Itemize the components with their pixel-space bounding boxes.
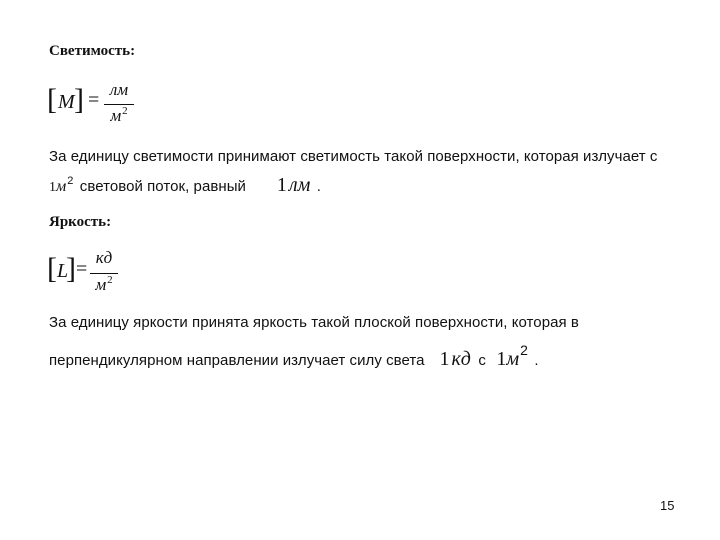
fraction-bar — [90, 273, 118, 274]
fraction-numerator: лм — [109, 80, 129, 99]
paragraph-yarkost-line2 — [49, 342, 539, 371]
bracket-close: ] — [74, 83, 84, 116]
fraction-lm-per-m2 — [104, 80, 134, 132]
area-unit: м — [56, 178, 67, 195]
flux-unit: лм — [288, 174, 311, 196]
symbol-L: L — [57, 260, 69, 282]
area-exponent: 2 — [67, 175, 74, 187]
area-value: 1 — [496, 348, 507, 370]
fraction-denominator: $м^2$ — [110, 105, 128, 125]
area-unit: м — [506, 348, 520, 370]
line2-period: . — [534, 352, 539, 369]
area-exponent: 2 — [520, 342, 528, 358]
bracket-open: [ — [47, 252, 57, 285]
bracket-open: [ — [47, 83, 57, 116]
flux-value: 1 — [276, 174, 287, 196]
fraction-kd-per-m2 — [90, 248, 118, 302]
bracket-close: ] — [66, 252, 76, 285]
paragraph-yarkost-line1: За единицу яркости принята яркость такой плоской поверхности, которая в — [49, 314, 579, 331]
intensity-value: 1 — [439, 348, 450, 370]
area-value: 1 — [49, 180, 56, 195]
fraction-denominator: $м^2$ — [95, 274, 113, 294]
equals-sign: = — [88, 89, 100, 111]
line2-period: . — [316, 178, 322, 195]
heading-svetimost: Светимость: — [49, 43, 136, 59]
fraction-numerator: кд — [95, 248, 113, 267]
line2-text: перпендикулярном направлении излучает силу света — [49, 352, 425, 369]
intensity-unit: кд — [451, 348, 471, 370]
paragraph-svetimost-line2 — [49, 174, 321, 197]
heading-yarkost: Яркость: — [49, 214, 112, 230]
fraction-bar — [104, 104, 134, 105]
page-number: 15 — [660, 498, 675, 513]
symbol-M: M — [58, 91, 75, 113]
equals-sign: = — [76, 258, 88, 280]
paragraph-svetimost-line1: За единицу светимости принимают светимость такой поверхности, которая излучает с — [49, 148, 658, 165]
line2-text: световой поток, равный — [79, 178, 246, 195]
connector-s: с — [478, 352, 486, 369]
